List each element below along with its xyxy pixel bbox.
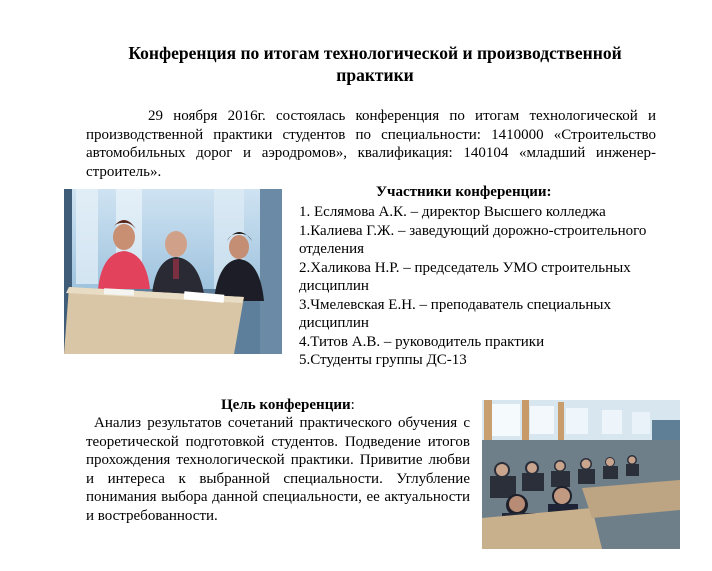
list-item: 4.Титов А.В. – руководитель практики	[299, 333, 545, 350]
participants-list	[298, 203, 658, 370]
participants-heading: Участники конференции:	[376, 184, 552, 200]
presidium-photo	[64, 189, 282, 354]
goal-heading	[221, 396, 355, 415]
list-item: 2.Халикова Н.Р. – председатель УМО строительных дисциплин	[299, 259, 631, 294]
list-item: 3.Чмелевская Е.Н. – преподаватель специальных дисциплин	[299, 296, 611, 331]
goal-paragraph: Анализ результатов сочетаний практического обучения с теоретической подготовкой студентов. Подведение итогов прохождения технологической практики. Привитие любви и интереса к выбранной специальности. Углубление понимания выбора данной специальности, ее актуальности и востребованности.	[86, 415, 470, 524]
list-item: 1. Еслямова А.К. – директор Высшего колледжа	[299, 204, 606, 220]
intro-paragraph: 29 ноября 2016г. состоялась конференция по итогам технологической и производственной практики студентов по специальности: 1410000 «Строительство автомобильных дорог и аэродромов», квалификация: 140104 «младший инженер-строитель».	[86, 108, 656, 180]
list-item: 1.Калиева Г.Ж. – заведующий дорожно-строительного отделения	[299, 222, 647, 257]
list-item: 5.Студенты группы ДС-13	[299, 352, 467, 368]
goal-heading-colon: :	[350, 397, 355, 413]
page-title: Конференция по итогам технологической и производственной практики	[128, 43, 622, 85]
goal-heading-text: Цель конференции	[221, 397, 351, 413]
students-photo	[482, 400, 680, 549]
